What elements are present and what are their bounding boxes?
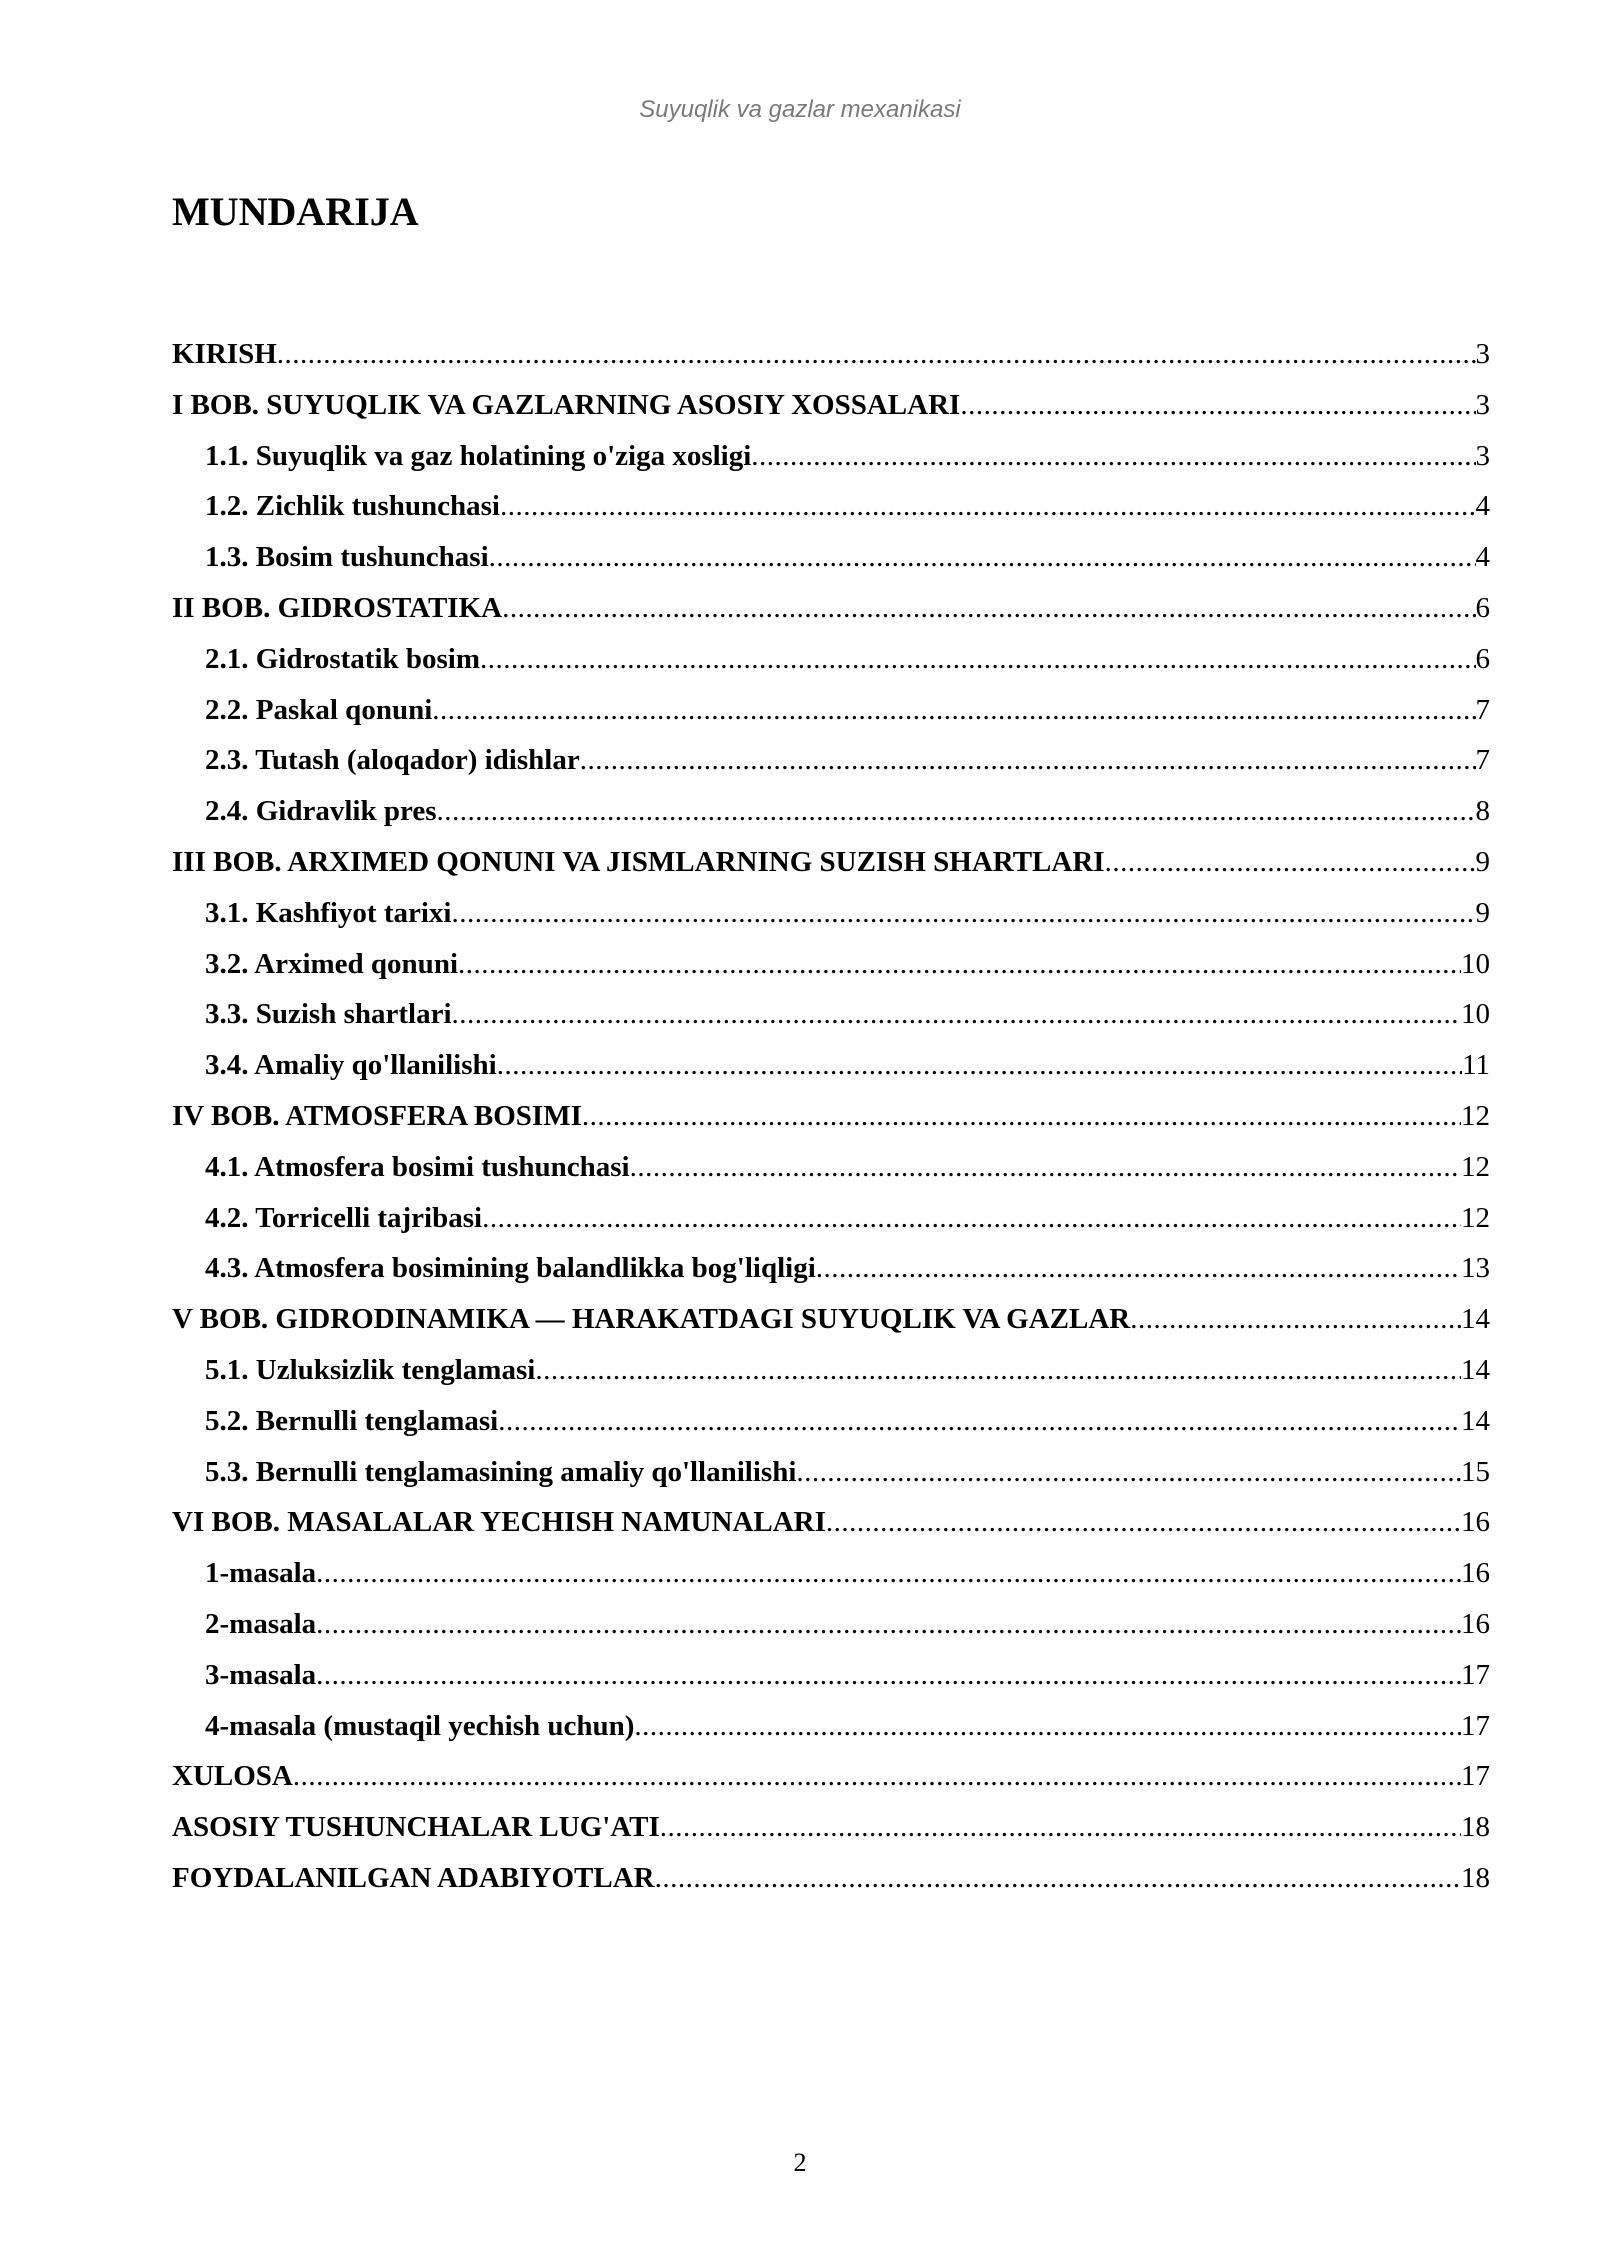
toc-section-link[interactable]: [172, 431, 1490, 482]
toc-entry-page-number: 8: [1475, 795, 1490, 828]
toc-chapter-link[interactable]: [172, 1802, 1490, 1853]
toc-entry-label: 5.1. Uzluksizlik tenglamasi: [205, 1353, 536, 1386]
dot-leader: [277, 329, 1476, 380]
toc-entry-page-number: 7: [1475, 744, 1490, 777]
toc-entry-label: 1-masala: [205, 1557, 317, 1590]
toc-chapter-link[interactable]: [172, 1853, 1490, 1904]
toc-entry-label: 2.1. Gidrostatik bosim: [205, 642, 481, 675]
dot-leader: [437, 786, 1476, 837]
toc-entry-page-number: 16: [1461, 1557, 1490, 1590]
toc-entry-page-number: 14: [1461, 1353, 1490, 1386]
toc-entry-label: 5.3. Bernulli tenglamasining amaliy qo'llanilishi: [205, 1455, 797, 1488]
toc-section-link[interactable]: [172, 481, 1490, 532]
dot-leader: [432, 685, 1475, 736]
toc-entry-page-number: 6: [1475, 591, 1490, 624]
toc-chapter-link[interactable]: [172, 380, 1490, 431]
toc-section-link[interactable]: [172, 735, 1490, 786]
dot-leader: [502, 583, 1475, 634]
dot-leader: [316, 1599, 1461, 1650]
dot-leader: [498, 1396, 1461, 1447]
dot-leader: [816, 1243, 1461, 1294]
dot-leader: [826, 1497, 1461, 1548]
toc-entry-label: 3.1. Kashfiyot tarixi: [205, 896, 452, 929]
dot-leader: [535, 1345, 1461, 1396]
table-of-contents: [172, 329, 1490, 1904]
toc-entry-page-number: 18: [1461, 1811, 1490, 1844]
toc-entry-label: VI BOB. MASALALAR YECHISH NAMUNALARI: [172, 1506, 826, 1539]
toc-entry-label: 2.2. Paskal qonuni: [205, 693, 433, 726]
toc-entry-page-number: 3: [1475, 439, 1490, 472]
toc-entry-page-number: 11: [1462, 1049, 1490, 1082]
toc-section-link[interactable]: [172, 1142, 1490, 1193]
toc-section-link[interactable]: [172, 1701, 1490, 1752]
dot-leader: [452, 989, 1461, 1040]
dot-leader: [655, 1853, 1461, 1904]
toc-entry-label: 2.3. Tutash (aloqador) idishlar: [205, 744, 580, 777]
toc-section-link[interactable]: [172, 989, 1490, 1040]
toc-entry-page-number: 16: [1461, 1607, 1490, 1640]
toc-entry-page-number: 3: [1475, 338, 1490, 370]
dot-leader: [580, 735, 1476, 786]
toc-entry-label: 1.3. Bosim tushunchasi: [205, 541, 489, 574]
toc-entry-label: 4-masala (mustaqil yechish uchun): [205, 1709, 635, 1742]
toc-section-link[interactable]: [172, 1193, 1490, 1244]
toc-entry-page-number: 14: [1461, 1303, 1490, 1336]
toc-entry-page-number: 10: [1461, 947, 1490, 980]
toc-section-link[interactable]: [172, 685, 1490, 736]
toc-chapter-link[interactable]: [172, 329, 1490, 380]
toc-entry-page-number: 17: [1461, 1709, 1490, 1742]
toc-entry-page-number: 17: [1461, 1658, 1490, 1691]
toc-section-link[interactable]: [172, 634, 1490, 685]
toc-section-link[interactable]: [172, 1447, 1490, 1498]
toc-entry-label: XULOSA: [172, 1760, 293, 1793]
toc-section-link[interactable]: [172, 1396, 1490, 1447]
dot-leader: [582, 1091, 1461, 1142]
toc-entry-page-number: 4: [1475, 541, 1490, 574]
toc-section-link[interactable]: [172, 1040, 1490, 1091]
running-header: Suyuqlik va gazlar mexanikasi: [639, 96, 961, 123]
toc-entry-page-number: 7: [1475, 693, 1490, 726]
toc-entry-page-number: 4: [1475, 490, 1490, 523]
dot-leader: [458, 939, 1461, 990]
toc-entry-page-number: 14: [1461, 1404, 1490, 1437]
toc-entry-label: IV BOB. ATMOSFERA BOSIMI: [172, 1099, 582, 1132]
toc-entry-label: 1.2. Zichlik tushunchasi: [205, 490, 500, 523]
toc-section-link[interactable]: [172, 939, 1490, 990]
dot-leader: [660, 1802, 1461, 1853]
toc-chapter-link[interactable]: [172, 1091, 1490, 1142]
toc-entry-label: KIRISH: [172, 338, 277, 370]
dot-leader: [293, 1751, 1461, 1802]
toc-chapter-link[interactable]: [172, 1751, 1490, 1802]
toc-entry-page-number: 12: [1461, 1099, 1490, 1132]
toc-entry-page-number: 13: [1461, 1252, 1490, 1285]
toc-entry-page-number: 6: [1475, 642, 1490, 675]
toc-section-link[interactable]: [172, 1548, 1490, 1599]
dot-leader: [480, 634, 1475, 685]
toc-entry-page-number: 16: [1461, 1506, 1490, 1539]
toc-chapter-link[interactable]: [172, 1497, 1490, 1548]
toc-section-link[interactable]: [172, 888, 1490, 939]
toc-entry-label: 4.2. Torricelli tajribasi: [205, 1201, 483, 1234]
toc-entry-label: 4.1. Atmosfera bosimi tushunchasi: [205, 1150, 630, 1183]
toc-chapter-link[interactable]: [172, 837, 1490, 888]
toc-entry-page-number: 10: [1461, 998, 1490, 1031]
toc-entry-label: 3.2. Arximed qonuni: [205, 947, 458, 980]
toc-section-link[interactable]: [172, 786, 1490, 837]
dot-leader: [452, 888, 1476, 939]
dot-leader: [960, 380, 1475, 431]
toc-entry-label: 2-masala: [205, 1607, 317, 1640]
toc-entry-page-number: 12: [1461, 1150, 1490, 1183]
dot-leader: [634, 1701, 1461, 1752]
dot-leader: [316, 1650, 1461, 1701]
dot-leader: [500, 481, 1476, 532]
toc-entry-page-number: 9: [1475, 896, 1490, 929]
dot-leader: [1105, 837, 1476, 888]
dot-leader: [482, 1193, 1461, 1244]
toc-section-link[interactable]: [172, 1345, 1490, 1396]
toc-entry-label: 3.3. Suzish shartlari: [205, 998, 452, 1031]
dot-leader: [489, 532, 1476, 583]
toc-chapter-link[interactable]: [172, 1294, 1490, 1345]
toc-entry-label: 3-masala: [205, 1658, 317, 1691]
toc-entry-page-number: 15: [1461, 1455, 1490, 1488]
toc-entry-label: 4.3. Atmosfera bosimining balandlikka bog'liqligi: [205, 1252, 816, 1285]
toc-section-link[interactable]: [172, 1599, 1490, 1650]
toc-entry-label: 3.4. Amaliy qo'llanilishi: [205, 1049, 497, 1082]
toc-entry-page-number: 12: [1461, 1201, 1490, 1234]
toc-section-link[interactable]: [172, 532, 1490, 583]
dot-leader: [751, 431, 1475, 482]
dot-leader: [497, 1040, 1462, 1091]
toc-entry-page-number: 9: [1475, 845, 1490, 878]
toc-entry-label: ASOSIY TUSHUNCHALAR LUG'ATI: [172, 1811, 660, 1844]
dot-leader: [630, 1142, 1461, 1193]
toc-entry-label: III BOB. ARXIMED QONUNI VA JISMLARNING SUZISH SHARTLARI: [172, 845, 1105, 878]
toc-section-link[interactable]: [172, 1650, 1490, 1701]
toc-entry-label: 2.4. Gidravlik pres: [205, 795, 437, 828]
toc-section-link[interactable]: [172, 1243, 1490, 1294]
toc-chapter-link[interactable]: [172, 583, 1490, 634]
dot-leader: [1130, 1294, 1461, 1345]
dot-leader: [796, 1447, 1461, 1498]
toc-entry-page-number: 17: [1461, 1760, 1490, 1793]
toc-entry-page-number: 3: [1475, 388, 1490, 421]
page-number: 2: [793, 2148, 807, 2177]
toc-entry-page-number: 18: [1461, 1861, 1490, 1894]
toc-entry-label: I BOB. SUYUQLIK VA GAZLARNING ASOSIY XOSSALARI: [172, 388, 961, 421]
toc-entry-label: 5.2. Bernulli tenglamasi: [205, 1404, 499, 1437]
toc-entry-label: FOYDALANILGAN ADABIYOTLAR: [172, 1861, 655, 1894]
page-title: MUNDARIJA: [172, 189, 419, 234]
toc-entry-label: V BOB. GIDRODINAMIKA — HARAKATDAGI SUYUQLIK VA GAZLAR: [172, 1303, 1131, 1336]
toc-entry-label: II BOB. GIDROSTATIKA: [172, 591, 503, 624]
toc-entry-label: 1.1. Suyuqlik va gaz holatining o'ziga xosligi: [205, 439, 752, 472]
dot-leader: [316, 1548, 1461, 1599]
